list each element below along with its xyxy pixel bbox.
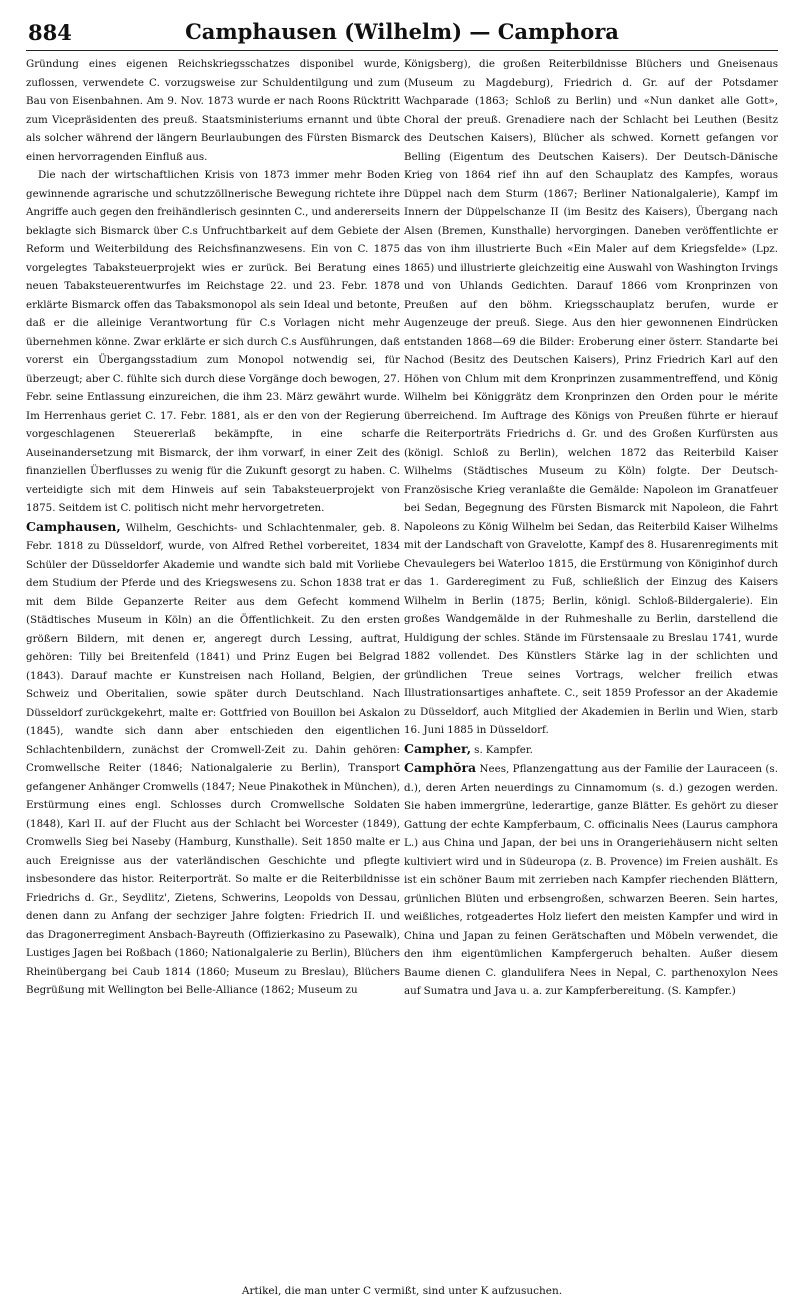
entry-camphausen-wilhelm: [26, 518, 400, 1000]
paragraph: Königsberg), die großen Reiterbildnisse Blüchers und Gneisenaus (Museum zu Magdeburg), Friedrich d. Gr. auf der Potsdamer Wachparade (1863; Schloß zu Berlin) und «Nun danket alle Gott», Choral der preuß. Grenadiere nach der Schlacht bei Leuthen (Besitz des Deutschen Kaisers), Blücher als schwed. Kornett gefangen vor Belling (Eigentum des Deutschen Kaisers). Der Deutsch-Dänische Krieg von 1864 rief ihn auf den Schauplatz des Kampfes, woraus Düppel nach dem Sturm (1867; Berliner Nationalgalerie), Kampf im Innern der Düppelschanze II (im Besitz des Kaisers), Übergang nach Alsen (Bremen, Kunsthalle) hervorgingen. Daneben veröffentlichte er das von ihm illustrierte Buch «Ein Maler auf dem Kriegsfelde» (Lpz. 1865) und illustrierte gleichzeitig eine Auswahl von Washington Irvings und von Uhlands Gedichten. Darauf 1866 vom Kronprinzen von Preußen auf den böhm. Kriegsschauplatz berufen, wurde er Augenzeuge der preuß. Siege. Aus den hier gewonnenen Eindrücken entstanden 1868—69 die Bilder: Eroberung einer österr. Standarte bei Nachod (Besitz des Deutschen Kaisers), Prinz Friedrich Karl auf den Höhen von Chlum mit dem Kronprinzen zusammentreffend, und König Wilhelm bei Königgrätz dem Kronprinzen den Orden pour le mérite überreichend. Im Auftrage des Königs von Preußen führte er hierauf die Reiterporträts Friedrichs d. Gr. und des Großen Kurfürsten aus (königl. Schloß zu Berlin), welchen 1872 das Reiterbild Kaiser Wilhelms (Städtisches Museum zu Köln) folgte. Der Deutsch-Französische Krieg veranlaßte die Gemälde: Napoleon im Granatfeuer bei Sedan, Begegnung des Fürsten Bismarck mit Napoleon, die Fahrt Napoleons zu König Wilhelm bei Sedan, das Reiterbild Kaiser Wilhelms mit der Landschaft von Gravelotte, Kampf des 8. Husarenregiments mit Chevaulegers bei Waterloo 1815, die Erstürmung von Königinhof durch das 1. Garderegiment zu Fuß, schließlich der Einzug des Kaisers Wilhelm in Berlin (1875; Berlin, königl. Schloß-Bildergalerie). Ein großes Wandgemälde in der Ruhmeshalle zu Berlin, darstellend die Huldigung der schles. Stände im Fürstensaale zu Breslau 1741, wurde 1882 vollendet. Des Künstlers Stärke lag in der schlichten und gründlichen Treue seines Vortrags, welcher freilich etwas Illustrationsartiges anhaftete. C., seit 1859 Professor an der Akademie zu Düsseldorf, auch Mitglied der Akademien in Berlin und Wien, starb 16. Juni 1885 in Düsseldorf.: [404, 58, 778, 736]
paragraph: Gründung eines eigenen Reichskriegsschatzes disponibel wurde, zuflossen, verwendete C. vorzugsweise zur Schuldentilgung und zum Bau von Eisenbahnen. Am 9. Nov. 1873 wurde er nach Roons Rücktritt zum Vicepräsidenten des preuß. Staatsministeriums ernannt und übte als solcher während der längern Beurlaubungen des Fürsten Bismarck einen hervorragenden Einfluß aus.: [26, 58, 400, 163]
entry-lemma: Campher,: [404, 740, 472, 756]
entry-text: Nees, Pflanzengattung aus der Familie der Lauraceen (s. d.), deren Arten neuerdings zu Cinnamomum (s. d.) gezogen werden. Sie haben immergrüne, lederartige, ganze Blätter. Es gehört zu dieser Gattung der echte Kampferbaum, C. officinalis Nees (Laurus camphora L.) aus China und Japan, der bei uns in Orangeriehäusern nicht selten kultiviert wird und in Südeuropa (z. B. Provence) im Freien aushält. Es ist ein schöner Baum mit zerrieben nach Kampfer riechenden Blättern, grünlichen Blüten und erbsengroßen, schwarzen Beeren. Sein hartes, weißliches, rotgeadertes Holz liefert den meisten Kampfer und wird in China und Japan zu feinen Gerätschaften und Möbeln verwendet, die den ihm eigentümlichen Kampfergeruch behalten. Außer diesem Baume dienen C. glandulifera Nees in Nepal, C. parthenoxylon Nees auf Sumatra und Java u. a. zur Kampferbereitung. (S. Kampfer.): [404, 763, 778, 997]
text-columns: [26, 55, 778, 1283]
footer-note: Artikel, die man unter C vermißt, sind unter K aufzusuchen.: [241, 1285, 563, 1297]
entry-text: s. Kampfer.: [471, 743, 533, 756]
left-column: [26, 55, 400, 1283]
entry-text: Wilhelm, Geschichts- und Schlachtenmaler, geb. 8. Febr. 1818 zu Düsseldorf, wurde, von Alfred Rethel vorbereitet, 1834 Schüler der Düsseldorfer Akademie und wandte sich bald mit Vorliebe dem Studium der Pferde und des Kriegswesens zu. Schon 1838 trat er mit dem Bilde Gepanzerte Reiter aus dem Gefecht kommend (Städtisches Museum in Köln) an die Öffentlichkeit. Zu den ersten größern Bildern, mit denen er, angeregt durch Lessing, auftrat, gehören: Tilly bei Breitenfeld (1841) und Prinz Eugen bei Belgrad (1843). Darauf machte er Kunstreisen nach Holland, Belgien, der Schweiz und Oberitalien, sowie später durch Deutschland. Nach Düsseldorf zurückgekehrt, malte er: Gottfried von Bouillon bei Askalon (1845), wandte sich dann aber entschieden den eigentlichen Schlachtenbildern, zunächst der Cromwell-Zeit zu. Dahin gehören: Cromwellsche Reiter (1846; Nationalgalerie zu Berlin), Transport gefangener Anhänger Cromwells (1847; Neue Pinakothek in München), Erstürmung eines engl. Schlosses durch Cromwellsche Soldaten (1848), Karl II. auf der Flucht aus der Schlacht bei Worcester (1849), Cromwells Sieg bei Naseby (Hamburg, Kunsthalle). Seit 1850 malte er auch Ereignisse aus der vaterländischen Geschichte und pflegte insbesondere das histor. Reiterporträt. So malte er die Reiterbildnisse Friedrichs d. Gr., Seydlitz', Zietens, Schwerins, Leopolds von Dessau, denen dann zu Anfang der sechziger Jahre folgten: Friedrich II. und das Dragonerregiment Ansbach-Bayreuth (Offizierkasino zu Pasewalk), Lustiges Jagen bei Roßbach (1860; Nationalgalerie zu Berlin), Blüchers Rheinübergang bei Caub 1814 (1860; Museum zu Breslau), Blüchers Begrüßung mit Wellington bei Belle-Alliance (1862; Museum zu: [26, 521, 400, 996]
right-column: [404, 55, 778, 1283]
entry-camphora: [404, 759, 778, 1001]
page-header: [26, 14, 778, 51]
entry-campher: [404, 740, 778, 760]
paragraph: Die nach der wirtschaftlichen Krisis von 1873 immer mehr Boden gewinnende agrarische und schutzzöllnerische Bewegung richtete ihre Angriffe auch gegen den freihändlerisch gesinnten C., und andererseits beklagte sich Bismarck über C.s Unfruchtbarkeit auf dem Gebiete der Reform und Weiterbildung des Reichsfinanzwesens. Ein von C. 1875 vorgelegtes Tabaksteuerprojekt wies er zurück. Bei Beratung eines neuen Tabaksteuerentwurfes im Reichstage 22. und 23. Febr. 1878 erklärte Bismarck offen das Tabaksmonopol als sein Ideal und betonte, daß er die alleinige Verantwortung für C.s Vorlagen nicht mehr übernehmen könne. Zwar erklärte er sich durch C.s Ausführungen, daß vorerst ein Übergangsstadium zum Monopol notwendig sei, für überzeugt; aber C. fühlte sich durch diese Vorgänge doch bewogen, 27. Febr. seine Entlassung einzureichen, die ihm 23. März gewährt wurde. Im Herrenhaus geriet C. 17. Febr. 1881, als er den von der Regierung vorgeschlagenen Steuererlaß bekämpfte, in eine scharfe Auseinandersetzung mit Bismarck, der ihm vorwarf, in einer Zeit des finanziellen Überflusses zu wenig für die Zukunft gesorgt zu haben. C. verteidigte sich mit dem Hinweis auf sein Tabaksteuerprojekt von 1875. Seitdem ist C. politisch nicht mehr hervorgetreten.: [26, 169, 400, 514]
running-title: Camphausen (Wilhelm) — Camphora: [185, 19, 619, 44]
page-number: 884: [28, 20, 72, 45]
entry-lemma: Camphausen,: [26, 518, 121, 534]
entry-lemma: Camphŏra: [404, 760, 477, 775]
